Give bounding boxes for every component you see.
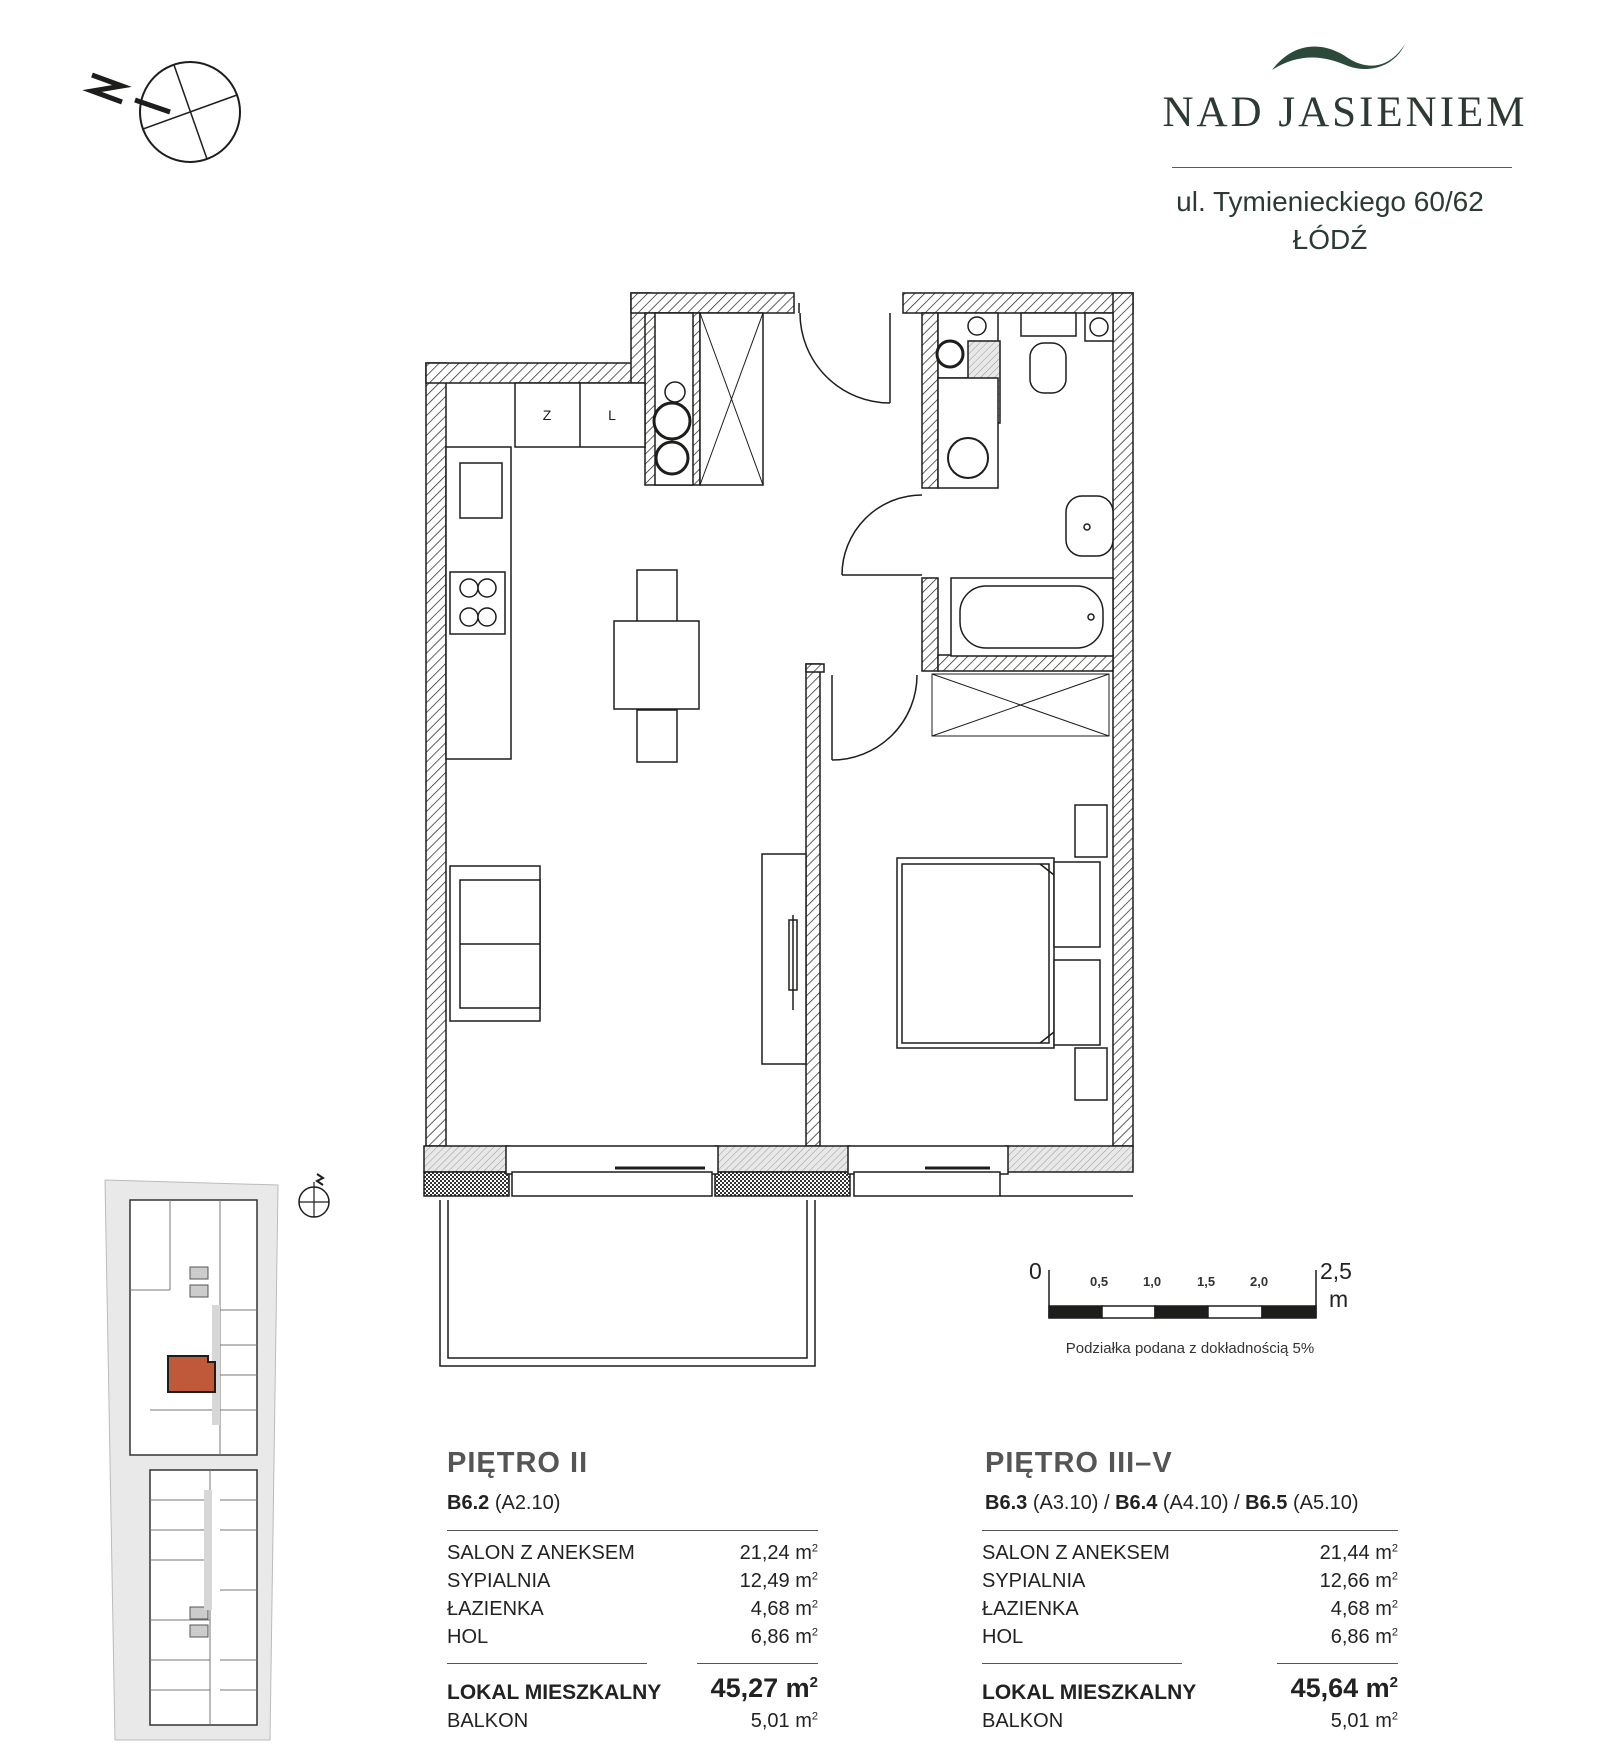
unit-code: B6.5 [1245,1492,1288,1514]
unit-code: B6.2 [447,1492,490,1514]
floor-title: PIĘTRO II [447,1447,589,1479]
total-label: LOKAL MIESZKALNY [447,1681,662,1704]
address-city: ŁÓDŹ [1292,224,1368,255]
room-area: 4,68 $m^2$ [1330,1598,1398,1620]
room-area: 4,68 $m^2$ [750,1598,818,1620]
scale-note: Podziałka podana z dokładnością 5% [1065,1340,1315,1357]
room-area: 6,86 $m^2$ [1330,1626,1398,1648]
unit-code: B6.3 [985,1492,1028,1514]
room-area: 21,24 $m^2$ [739,1542,818,1564]
table-divider [447,1530,818,1531]
scale-tick-label: 1,5 [1197,1274,1216,1289]
room-name: ŁAZIENKA [447,1598,544,1620]
scale-start-label: 0 [1029,1258,1042,1284]
balcony-area: 5,01 $m^2$ [1330,1710,1398,1732]
balcony-label: BALKON [447,1710,529,1732]
unit-highlight [168,1356,215,1392]
room-area: 12,49 $m^2$ [739,1570,818,1592]
unit-codes [447,1492,560,1515]
room-name: ŁAZIENKA [982,1598,1079,1620]
table-divider [447,1663,647,1664]
room-area: 21,44 $m^2$ [1319,1542,1398,1564]
room-name: SYPIALNIA [982,1570,1086,1592]
room-name: SYPIALNIA [447,1570,551,1592]
balcony-label: BALKON [982,1710,1064,1732]
table-divider [982,1530,1398,1531]
table-divider [697,1663,818,1664]
room-name: SALON Z ANEKSEM [447,1542,635,1564]
brand-title: NAD JASIENIEM [1162,89,1528,136]
mini-north-arrow-icon [292,1172,337,1222]
room-area: 6,86 $m^2$ [750,1626,818,1648]
scale-end-label: 2,5 [1320,1258,1352,1284]
total-area: 45,64 $m^2$ [1290,1673,1398,1703]
address-street: ul. Tymienieckiego 60/62 [1176,186,1484,217]
unit-alt-code: (A4.10) [1162,1492,1229,1514]
room-name: SALON Z ANEKSEM [982,1542,1170,1564]
table-divider [1277,1663,1398,1664]
room-area: 12,66 $m^2$ [1319,1570,1398,1592]
table-divider [982,1663,1182,1664]
scale-tick-label: 2,0 [1250,1274,1269,1289]
unit-alt-code: (A2.10) [494,1492,561,1514]
unit-codes: B6.3 (A3.10) / B6.4 (A4.10) / B6.5 (A5.10) [985,1492,1359,1514]
scale-unit-label: m [1329,1286,1349,1312]
scale-tick-label: 0,5 [1090,1274,1109,1289]
room-name: HOL [447,1626,489,1648]
scale-tick-label: 1,0 [1143,1274,1162,1289]
unit-code: B6.4 [1115,1492,1158,1514]
unit-alt-code: (A3.10) [1032,1492,1099,1514]
total-label: LOKAL MIESZKALNY [982,1681,1197,1704]
fridge-label: Z [542,407,552,423]
balcony-area: 5,01 $m^2$ [750,1710,818,1732]
freezer-label: L [608,407,616,423]
key-plan [100,1170,300,1750]
unit-alt-code: (A5.10) [1292,1492,1359,1514]
floor-title: PIĘTRO III–V [985,1447,1173,1479]
total-area: 45,27 $m^2$ [710,1673,818,1703]
room-name: HOL [982,1626,1024,1648]
